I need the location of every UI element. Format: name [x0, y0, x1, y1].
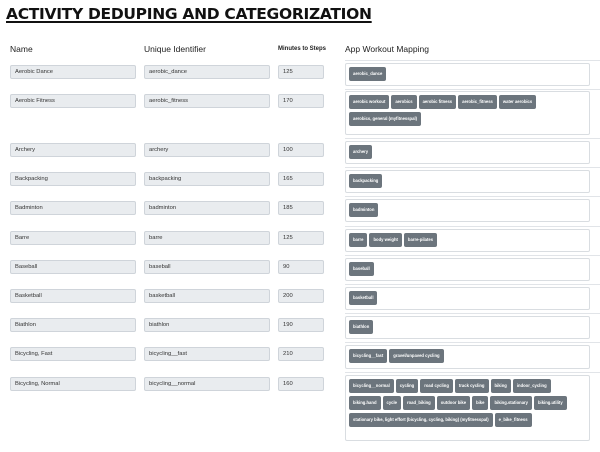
minutes-to-steps-field[interactable]: 165: [278, 172, 324, 186]
mapping-tag[interactable]: barre: [349, 233, 367, 247]
minutes-to-steps-field[interactable]: 160: [278, 377, 324, 391]
unique-identifier-field[interactable]: backpacking: [144, 172, 270, 186]
mapping-tag[interactable]: archery: [349, 145, 372, 159]
column-header-minutes: Minutes to Steps: [278, 46, 327, 52]
row-divider: [345, 372, 600, 373]
unique-identifier-field[interactable]: archery: [144, 143, 270, 157]
unique-identifier-field[interactable]: badminton: [144, 201, 270, 215]
mapping-tag[interactable]: track cycling: [455, 379, 489, 393]
minutes-to-steps-field[interactable]: 185: [278, 201, 324, 215]
mapping-tag[interactable]: gravel/unpaved cycling: [389, 349, 443, 363]
minutes-to-steps-field[interactable]: 210: [278, 347, 324, 361]
minutes-to-steps-field[interactable]: 125: [278, 231, 324, 245]
mapping-tag[interactable]: aerobics: [391, 95, 416, 109]
mapping-tag[interactable]: road cycling: [420, 379, 453, 393]
mapping-tag[interactable]: bicycling__fast: [349, 349, 387, 363]
minutes-to-steps-field[interactable]: 100: [278, 143, 324, 157]
activity-name-field[interactable]: Aerobic Fitness: [10, 94, 136, 108]
mapping-tag[interactable]: aerobic_fitness: [458, 95, 497, 109]
activity-name-field[interactable]: Bicycling, Fast: [10, 347, 136, 361]
mapping-tag[interactable]: biking: [491, 379, 511, 393]
mapping-tag[interactable]: outdoor bike: [437, 396, 470, 410]
unique-identifier-field[interactable]: bicycling__fast: [144, 347, 270, 361]
workout-mapping-box[interactable]: [345, 316, 590, 339]
mapping-tag[interactable]: indoor_cycling: [513, 379, 551, 393]
mapping-tag[interactable]: barre-pilates: [404, 233, 437, 247]
mapping-tag[interactable]: road_biking: [403, 396, 435, 410]
mapping-tag[interactable]: bicycling__normal: [349, 379, 394, 393]
workout-mapping-box[interactable]: [345, 258, 590, 281]
row-divider: [345, 89, 600, 90]
workout-mapping-box[interactable]: [345, 287, 590, 310]
activity-name-field[interactable]: Baseball: [10, 260, 136, 274]
mapping-tag[interactable]: body weight: [369, 233, 401, 247]
workout-mapping-box[interactable]: [345, 170, 590, 193]
mapping-tag[interactable]: cycle: [383, 396, 401, 410]
mapping-tag[interactable]: biking.hand: [349, 396, 381, 410]
row-divider: [345, 60, 600, 61]
activity-name-field[interactable]: Aerobic Dance: [10, 65, 136, 79]
column-header-identifier: Unique Identifier: [144, 44, 206, 54]
mapping-tag[interactable]: aerobic_dance: [349, 67, 386, 81]
mapping-tag[interactable]: biathlon: [349, 320, 373, 334]
row-divider: [345, 313, 600, 314]
minutes-to-steps-field[interactable]: 170: [278, 94, 324, 108]
unique-identifier-field[interactable]: baseball: [144, 260, 270, 274]
unique-identifier-field[interactable]: bicycling__normal: [144, 377, 270, 391]
unique-identifier-field[interactable]: biathlon: [144, 318, 270, 332]
row-divider: [345, 255, 600, 256]
row-divider: [345, 342, 600, 343]
unique-identifier-field[interactable]: aerobic_fitness: [144, 94, 270, 108]
mapping-tag[interactable]: e_bike_fitness: [495, 413, 532, 427]
minutes-to-steps-field[interactable]: 190: [278, 318, 324, 332]
activity-name-field[interactable]: Badminton: [10, 201, 136, 215]
activity-name-field[interactable]: Barre: [10, 231, 136, 245]
mapping-tag[interactable]: biking.utility: [534, 396, 567, 410]
activity-name-field[interactable]: Backpacking: [10, 172, 136, 186]
minutes-to-steps-field[interactable]: 90: [278, 260, 324, 274]
page-title: ACTIVITY DEDUPING AND CATEGORIZATION: [6, 5, 372, 23]
workout-mapping-box[interactable]: [345, 375, 590, 441]
unique-identifier-field[interactable]: aerobic_dance: [144, 65, 270, 79]
minutes-to-steps-field[interactable]: 200: [278, 289, 324, 303]
workout-mapping-box[interactable]: [345, 63, 590, 86]
workout-mapping-box[interactable]: [345, 141, 590, 164]
column-header-name: Name: [10, 44, 33, 54]
row-divider: [345, 284, 600, 285]
activity-name-field[interactable]: Archery: [10, 143, 136, 157]
mapping-tag[interactable]: baseball: [349, 262, 374, 276]
activity-name-field[interactable]: Basketball: [10, 289, 136, 303]
mapping-tag[interactable]: bike: [472, 396, 488, 410]
mapping-tag[interactable]: stationary bike, light effort (bicycling, cycling, biking) (myfitnesspal): [349, 413, 493, 427]
unique-identifier-field[interactable]: basketball: [144, 289, 270, 303]
mapping-tag[interactable]: basketball: [349, 291, 377, 305]
mapping-tag[interactable]: aerobic workout: [349, 95, 389, 109]
row-divider: [345, 196, 600, 197]
row-divider: [345, 138, 600, 139]
mapping-tag[interactable]: aerobic fitness: [419, 95, 457, 109]
mapping-tag[interactable]: water aerobics: [499, 95, 536, 109]
row-divider: [345, 226, 600, 227]
workout-mapping-box[interactable]: [345, 91, 590, 135]
mapping-tag[interactable]: badminton: [349, 203, 378, 217]
workout-mapping-box[interactable]: [345, 229, 590, 252]
workout-mapping-box[interactable]: [345, 345, 590, 369]
activity-name-field[interactable]: Biathlon: [10, 318, 136, 332]
column-header-mapping: App Workout Mapping: [345, 44, 429, 54]
workout-mapping-box[interactable]: [345, 199, 590, 222]
unique-identifier-field[interactable]: barre: [144, 231, 270, 245]
mapping-tag[interactable]: biking.stationary: [490, 396, 532, 410]
mapping-tag[interactable]: cycling: [396, 379, 418, 393]
minutes-to-steps-field[interactable]: 125: [278, 65, 324, 79]
row-divider: [345, 167, 600, 168]
mapping-tag[interactable]: aerobics, general (myfitnesspal): [349, 112, 421, 126]
activity-name-field[interactable]: Bicycling, Normal: [10, 377, 136, 391]
mapping-tag[interactable]: backpacking: [349, 174, 382, 188]
